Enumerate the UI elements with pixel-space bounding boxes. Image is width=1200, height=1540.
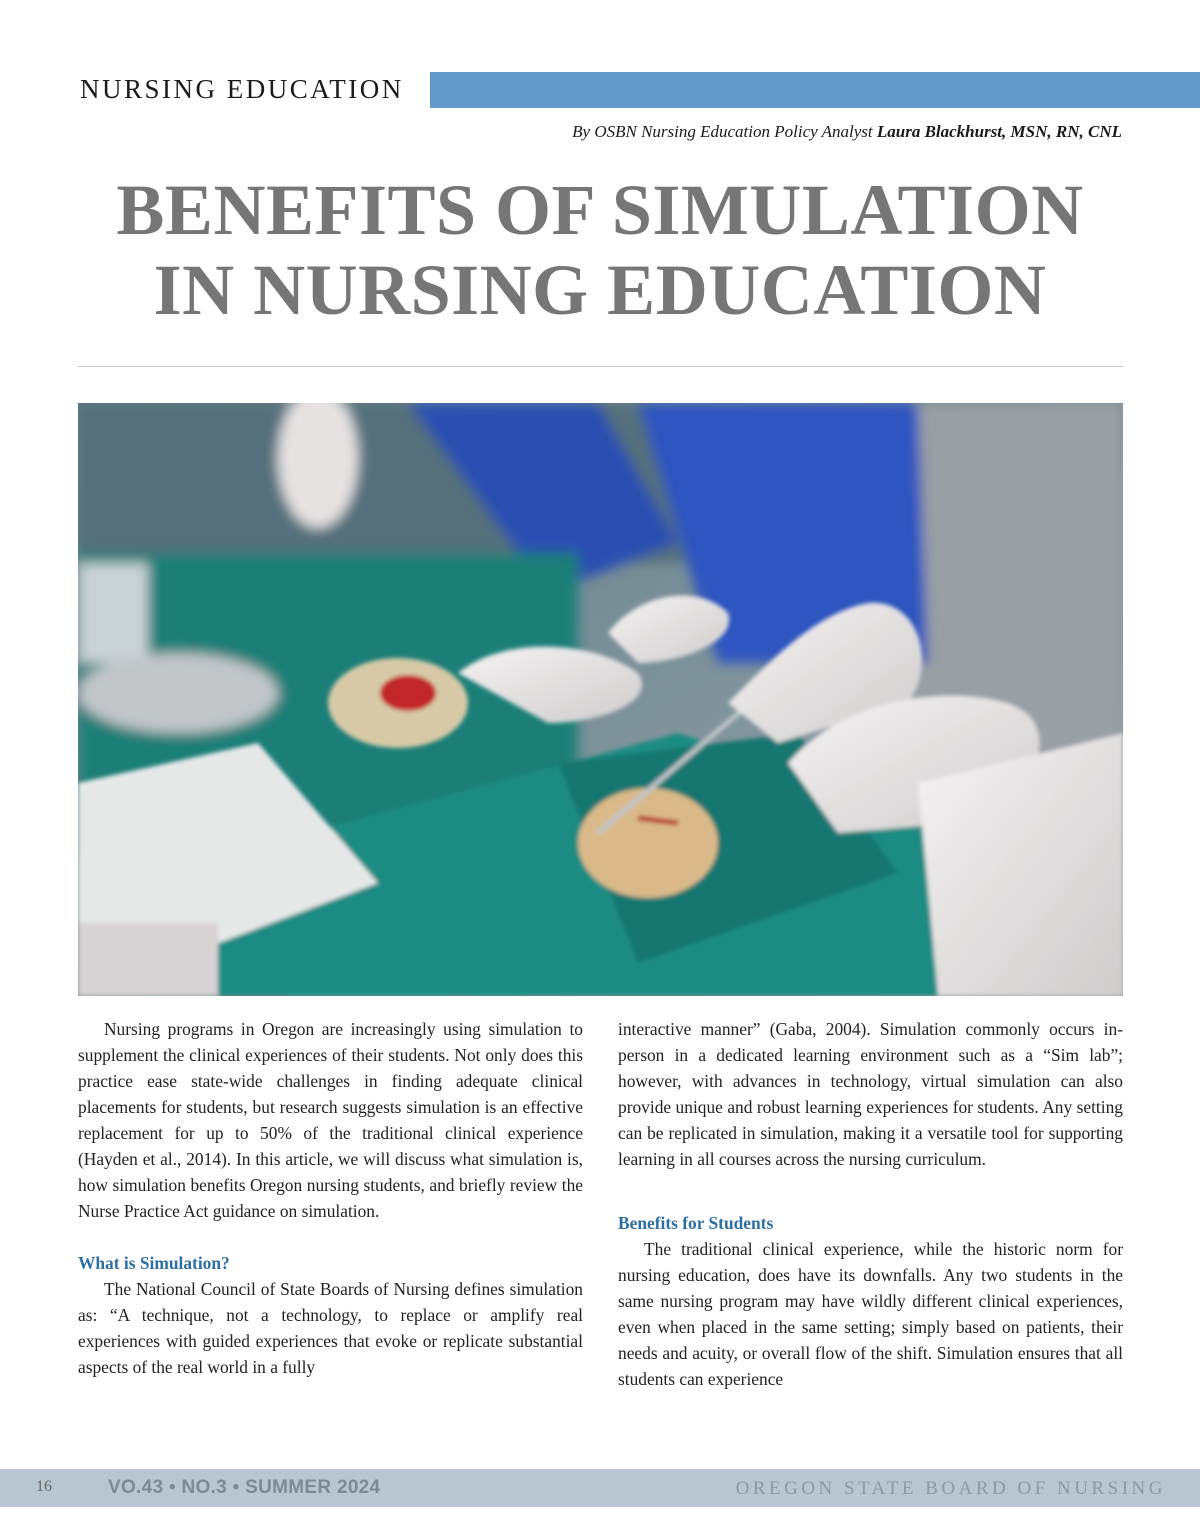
- simulation-photo: [78, 403, 1123, 996]
- issue-label: VO.43 • NO.3 • SUMMER 2024: [108, 1477, 381, 1498]
- heading-benefits-for-students: Benefits for Students: [618, 1213, 774, 1233]
- benefits-paragraph: The traditional clinical experience, while the historic norm for nursing education, does have its downfalls. Any two students in the same nursing program may have wildly different clinical experiences, even when placed in the same setting; simply based on patients, their needs and acuity, or overall flow of the shift. Simulation ensures that all students can experience: [618, 1239, 1123, 1389]
- article-title: [40, 170, 1160, 330]
- paragraph-gap: [618, 1172, 1123, 1198]
- byline-prefix: By OSBN Nursing Education Policy Analyst: [572, 122, 877, 141]
- title-line-2: IN NURSING EDUCATION: [153, 250, 1047, 330]
- title-divider: [78, 366, 1123, 367]
- heading-what-is-simulation: What is Simulation?: [78, 1253, 230, 1273]
- simulation-definition-paragraph: The National Council of State Boards of Nursing defines simulation as: “A technique, not a technology, to replace or amplify real experiences with guided experiences that evoke or replicate substantial aspects of the real world in a fully: [78, 1279, 583, 1377]
- column-left: [78, 1016, 583, 1380]
- definition-continued-paragraph: interactive manner” (Gaba, 2004). Simulation commonly occurs in-person in a dedicated learning environment such as a “Sim lab”; however, with advances in technology, virtual simulation can also provide unique and robust learning experiences for students. Any setting can be replicated in simulation, making it a versatile tool for supporting learning in all courses across the nursing curriculum.: [618, 1019, 1123, 1169]
- simulation-surgery-photo-icon: [78, 403, 1123, 996]
- byline: [572, 122, 1122, 142]
- organization-name: OREGON STATE BOARD OF NURSING: [735, 1478, 1166, 1499]
- column-right: [618, 1016, 1123, 1392]
- page-number: 16: [36, 1478, 52, 1495]
- intro-paragraph: Nursing programs in Oregon are increasingly using simulation to supplement the clinical experiences of their students. Not only does this practice ease state-wide challenges in finding adequate clinical placements for students, but research suggests simulation is an effective replacement for up to 50% of the traditional clinical experience (Hayden et al., 2014). In this article, we will discuss what simulation is, how simulation benefits Oregon nursing students, and briefly review the Nurse Practice Act guidance on simulation.: [78, 1019, 583, 1221]
- title-line-1: BENEFITS OF SIMULATION: [116, 170, 1084, 250]
- paragraph-gap: [78, 1224, 583, 1250]
- section-accent-bar: [430, 72, 1200, 108]
- byline-author: Laura Blackhurst, MSN, RN, CNL: [876, 122, 1122, 141]
- section-label: NURSING EDUCATION: [80, 74, 404, 104]
- paragraph-gap: [618, 1198, 1123, 1210]
- page-footer: [0, 1469, 1200, 1507]
